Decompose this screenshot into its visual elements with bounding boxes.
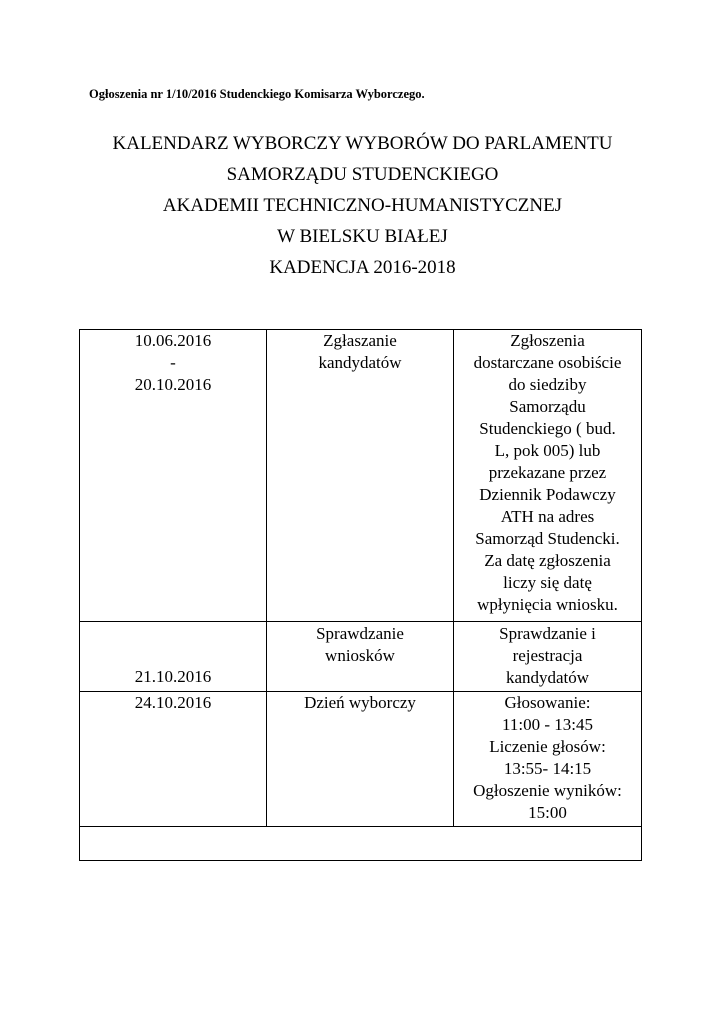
- date-line: 21.10.2016: [134, 667, 212, 686]
- announcement-title: Ogłoszenia nr 1/10/2016 Studenckiego Komisarza Wyborczego.: [89, 87, 425, 101]
- details-line: Sprawdzanie i: [499, 624, 596, 643]
- heading-line-4: W BIELSKU BIAŁEJ: [277, 226, 448, 247]
- date-line: 10.06.2016: [134, 331, 212, 350]
- details-line: Ogłoszenie wyników:: [473, 781, 622, 800]
- details-line: wpłynięcia wniosku.: [477, 595, 618, 614]
- date-line: 20.10.2016: [134, 375, 212, 394]
- details-line: L, pok 005) lub: [494, 441, 601, 460]
- details-cell: [454, 330, 642, 622]
- heading-line-5: KADENCJA 2016-2018: [269, 257, 456, 278]
- document-heading: [0, 128, 725, 283]
- details-line: 11:00 - 13:45: [502, 715, 593, 734]
- stage-line: wniosków: [325, 646, 395, 665]
- details-line: przekazane przez: [488, 463, 607, 482]
- election-calendar-table: [79, 329, 642, 861]
- date-cell: [80, 330, 267, 622]
- stage-line: Zgłaszanie: [323, 331, 397, 350]
- details-line: 13:55- 14:15: [503, 759, 592, 778]
- details-line: Samorządu: [509, 397, 586, 416]
- details-line: ATH na adres: [500, 507, 595, 526]
- details-cell: [454, 622, 642, 692]
- heading-line-1: KALENDARZ WYBORCZY WYBORÓW DO PARLAMENTU: [112, 133, 613, 154]
- details-line: Za datę zgłoszenia: [484, 551, 611, 570]
- details-line: Samorząd Studencki.: [475, 529, 620, 548]
- details-line: Studenckiego ( bud.: [479, 419, 616, 438]
- stage-cell: [267, 622, 454, 692]
- empty-table-row: [80, 827, 642, 861]
- details-line: do siedziby: [508, 375, 587, 394]
- details-line: kandydatów: [505, 668, 590, 687]
- table-row: [80, 622, 642, 692]
- table-row: [80, 330, 642, 622]
- details-line: 15:00: [528, 803, 567, 822]
- stage-line: kandydatów: [318, 353, 402, 372]
- date-line: -: [170, 353, 176, 372]
- details-line: Zgłoszenia: [510, 331, 585, 350]
- details-line: Głosowanie:: [504, 693, 591, 712]
- date-cell: [80, 622, 267, 692]
- stage-line: Dzień wyborczy: [304, 693, 416, 712]
- stage-line: Sprawdzanie: [316, 624, 404, 643]
- heading-line-2: SAMORZĄDU STUDENCKIEGO: [226, 164, 499, 185]
- details-line: Liczenie głosów:: [489, 737, 606, 756]
- empty-cell: [80, 827, 642, 861]
- date-line: 24.10.2016: [134, 693, 212, 712]
- details-line: liczy się datę: [503, 573, 592, 592]
- details-cell: [454, 692, 642, 827]
- heading-line-3: AKADEMII TECHNICZNO-HUMANISTYCZNEJ: [162, 195, 563, 216]
- date-cell: [80, 692, 267, 827]
- stage-cell: [267, 330, 454, 622]
- details-line: dostarczane osobiście: [473, 353, 622, 372]
- details-line: rejestracja: [512, 646, 583, 665]
- details-line: Dziennik Podawczy: [479, 485, 616, 504]
- table-row: [80, 692, 642, 827]
- stage-cell: [267, 692, 454, 827]
